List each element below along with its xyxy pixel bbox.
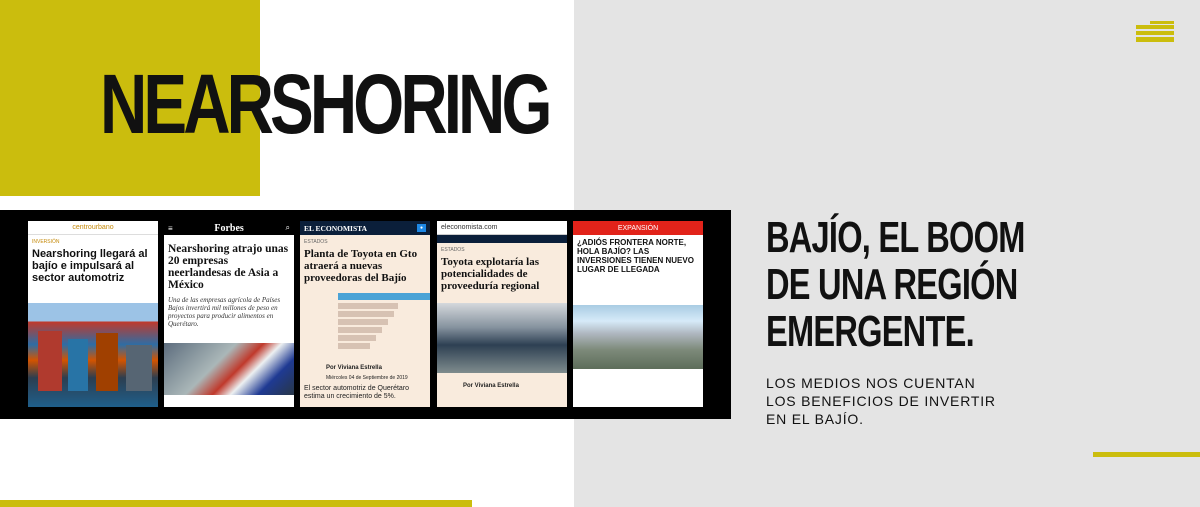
menu-icon: ≡: [168, 223, 173, 233]
section-heading-line: EMERGENTE.: [766, 307, 974, 356]
source-logo: centrourbano: [72, 224, 114, 231]
search-icon: ⌕: [285, 223, 290, 232]
description-line: LOS MEDIOS NOS CUENTAN: [766, 375, 976, 391]
source-logo: Forbes: [214, 222, 244, 234]
article-section: ESTADOS: [441, 247, 465, 253]
page-title: NEARSHORING: [100, 57, 549, 151]
section-heading: [766, 214, 1025, 355]
article-date: Miércoles 04 de Septiembre de 2019: [326, 375, 408, 381]
section-heading-line: DE UNA REGIÓN: [766, 260, 1018, 309]
description-line: EN EL BAJÍO.: [766, 411, 864, 427]
site-header-bar: [437, 235, 567, 243]
article-subhead: Una de las empresas agrícola de Países Bajos invertirá mil millones de peso en proyectos para producir alimentos en Querétaro.: [168, 296, 281, 328]
embedded-infographic: [304, 291, 428, 357]
article-section: ESTADOS: [304, 239, 328, 245]
source-logo: EL ECONOMISTA: [304, 223, 367, 233]
article-screenshot-4: [437, 221, 567, 407]
accent-line: [0, 500, 472, 507]
article-headline: Nearshoring atrajo unas 20 empresas neerlandesas de Asia a México: [168, 243, 289, 291]
industrial-park-image: [573, 305, 703, 369]
article-screenshot-1: [28, 221, 158, 407]
section-heading-line: BAJÍO, EL BOOM: [766, 213, 1025, 262]
article-headline: Nearshoring llegará al bajío e impulsará al sector automotriz: [32, 248, 148, 284]
shipping-containers-image: [28, 303, 158, 407]
article-byline: Por Viviana Estrella: [326, 365, 382, 371]
factory-image: [437, 303, 567, 373]
source-url: eleconomista.com: [441, 224, 498, 231]
stacked-bars-building-icon: [1136, 21, 1174, 43]
user-icon: ●: [417, 224, 426, 232]
accent-line: [1093, 452, 1200, 457]
dutch-flag-image: [164, 343, 294, 395]
article-byline-block: [300, 363, 430, 403]
article-headline: Toyota explotaría las potencialidades de proveeduría regional: [441, 256, 540, 292]
article-headline: ¿ADIÓS FRONTERA NORTE, HOLA BAJÍO? LAS INVERSIONES TIENEN NUEVO LUGAR DE LLEGADA: [577, 238, 694, 274]
article-kicker: INVERSIÓN: [32, 239, 60, 245]
source-logo: EXPANSIÓN: [617, 224, 659, 232]
article-headline: Planta de Toyota en Gto atraerá a nuevas proveedoras del Bajío: [304, 248, 418, 284]
article-lead: El sector automotriz de Querétaro estima un crecimiento de 5%.: [304, 385, 410, 400]
description-line: LOS BENEFICIOS DE INVERTIR: [766, 393, 996, 409]
article-byline: Por Viviana Estrella: [463, 383, 519, 389]
article-screenshot-5: [573, 221, 703, 407]
article-screenshot-3: [300, 221, 430, 407]
article-screenshot-2: [164, 221, 294, 407]
section-description: [766, 374, 996, 428]
